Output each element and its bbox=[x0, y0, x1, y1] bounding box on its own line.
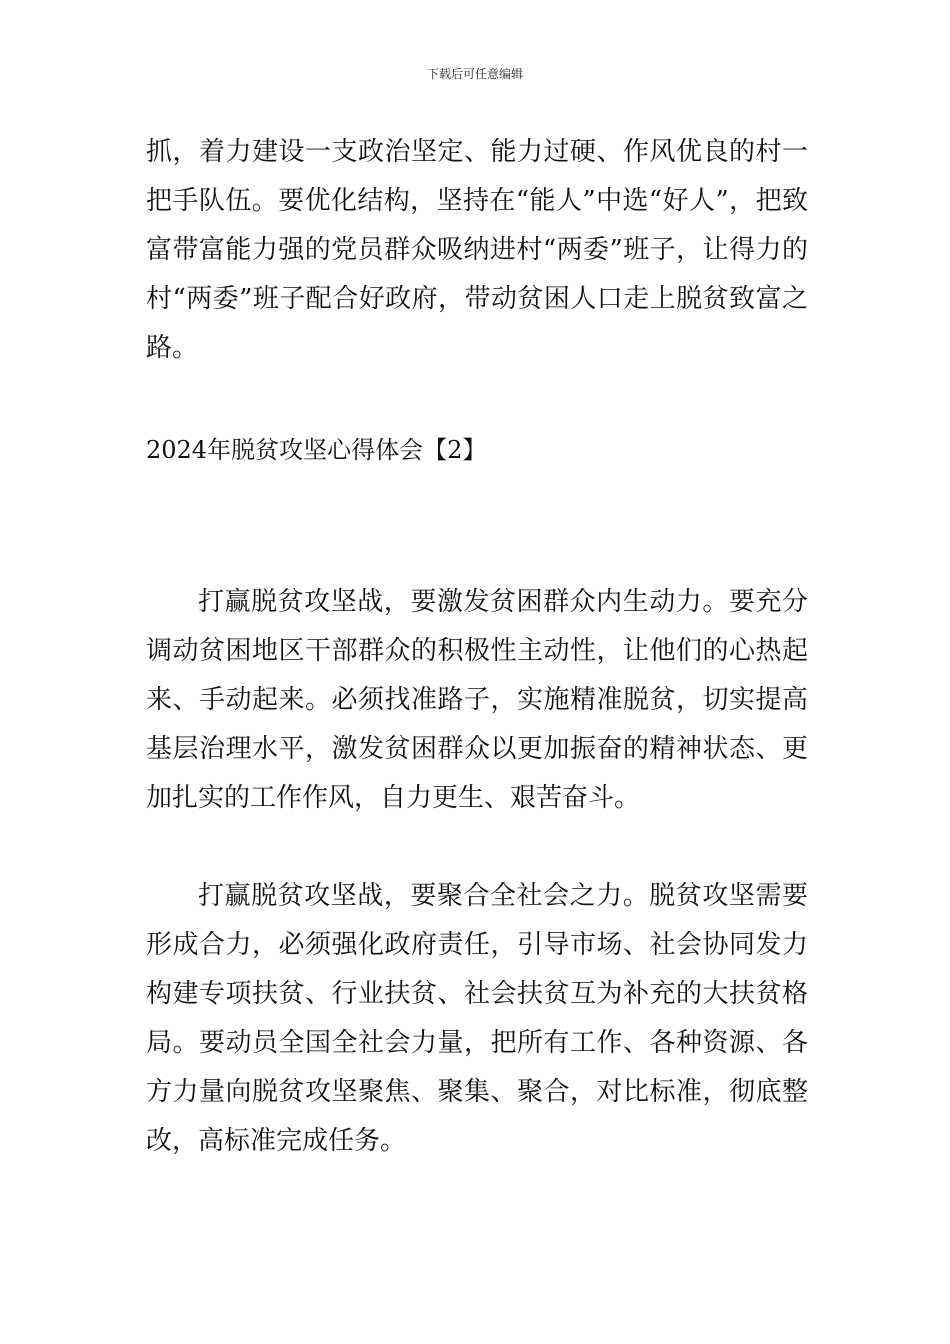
page-header-note: 下载后可任意编辑 bbox=[426, 67, 523, 81]
paragraph-continuation: 抓，着力建设一支政治坚定、能力过硬、作风优良的村一把手队伍。要优化结构，坚持在“能人”中选“好人”，把致富带富能力强的党员群众吸纳进村“两委”班子，让得力的村“两委”班子配合好政府，带动贫困人口走上脱贫致富之路。 bbox=[146, 137, 808, 363]
paragraph-inner-motivation: 打赢脱贫攻坚战，要激发贫困群众内生动力。要充分调动贫困地区干部群众的积极性主动性，让他们的心热起来、手动起来。必须找准路子，实施精准脱贫，切实提高基层治理水平，激发贫困群众以更加振奋的精神状态、更加扎实的工作作风，自力更生、艰苦奋斗。 bbox=[146, 587, 808, 813]
section-heading: 2024年脱贫攻坚心得体会【2】 bbox=[146, 436, 487, 464]
paragraph-social-forces: 打赢脱贫攻坚战，要聚合全社会之力。脱贫攻坚需要形成合力，必须强化政府责任，引导市场、社会协同发力构建专项扶贫、行业扶贫、社会扶贫互为补充的大扶贫格局。要动员全国全社会力量，把所有工作、各种资源、各方力量向脱贫攻坚聚焦、聚集、聚合，对比标准，彻底整改，高标准完成任务。 bbox=[146, 881, 808, 1156]
